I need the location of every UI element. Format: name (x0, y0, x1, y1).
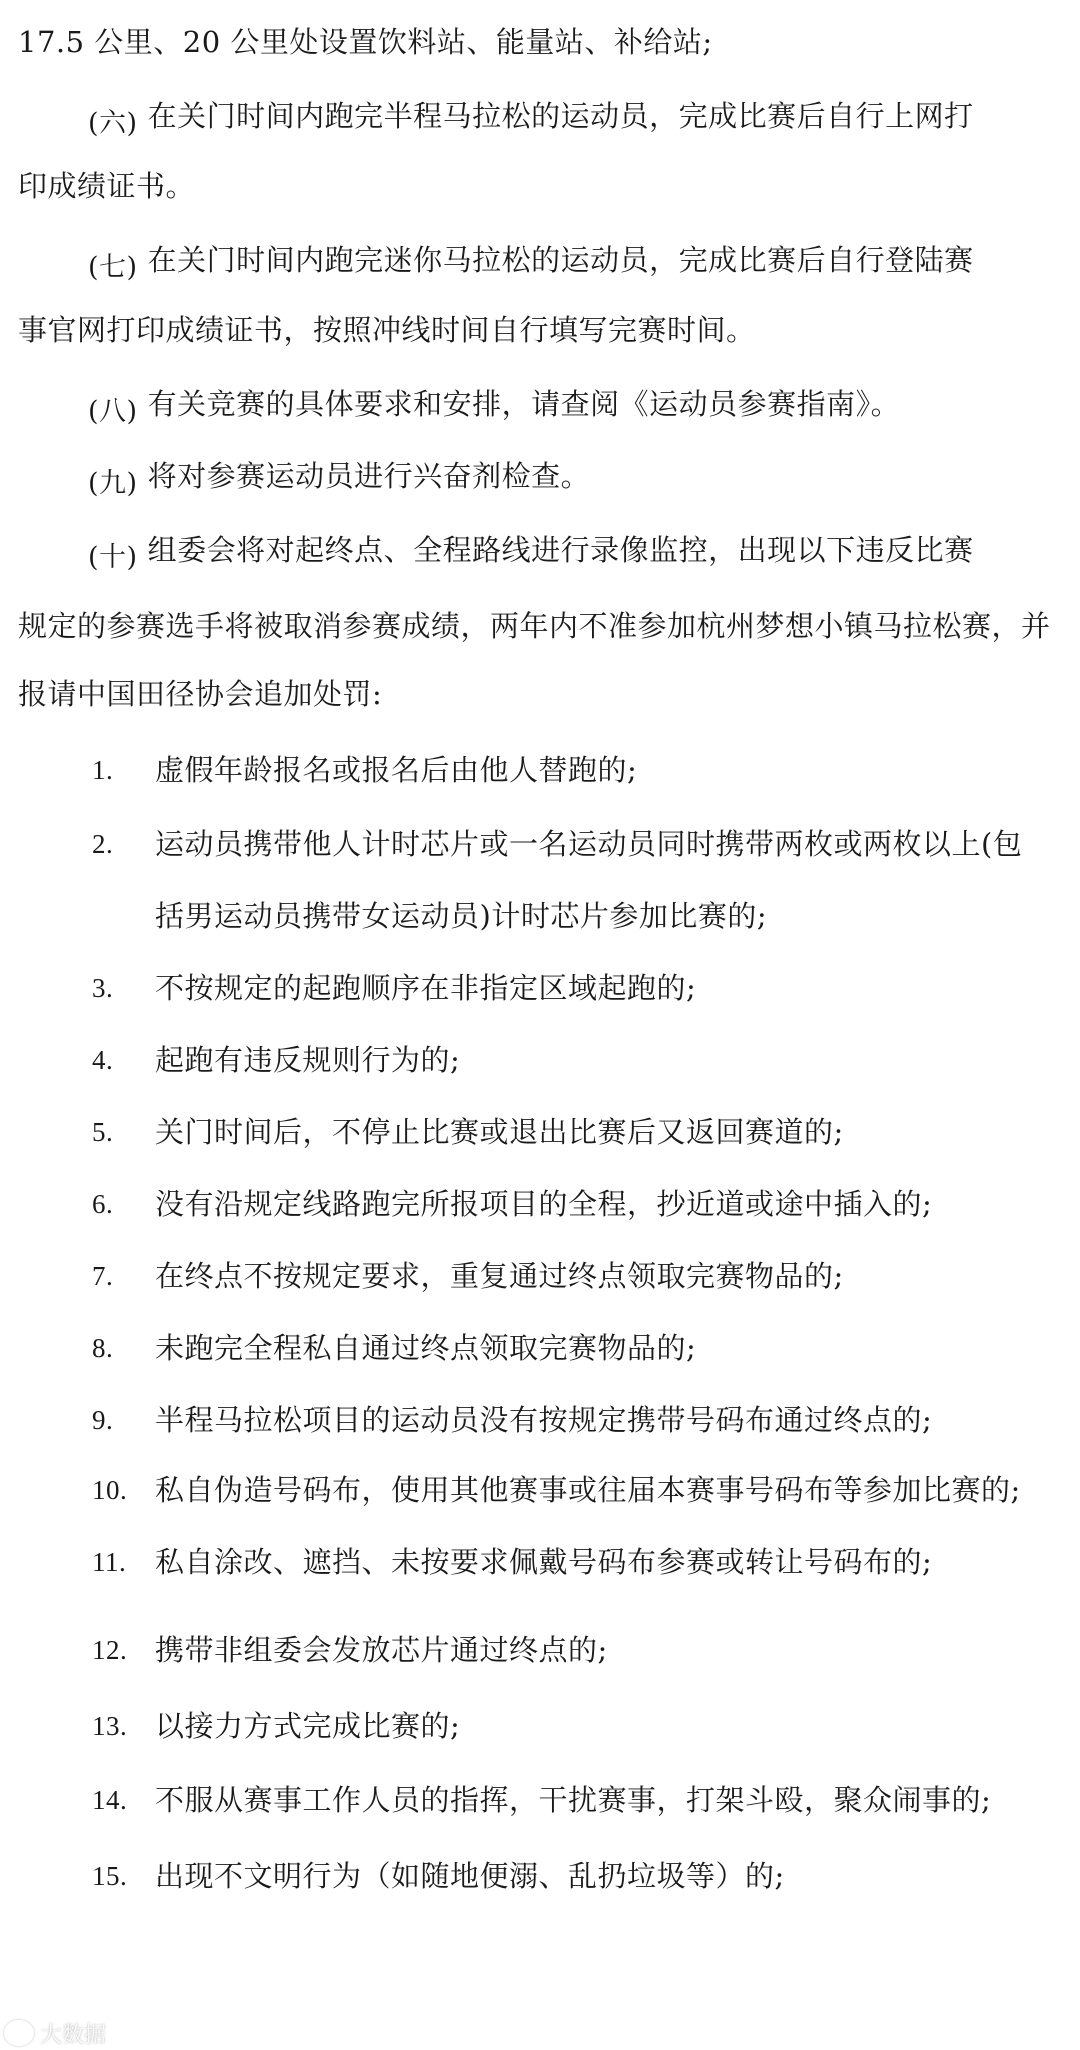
list-item-text: 关门时间后，不停止比赛或退出比赛后又返回赛道的; (155, 1115, 844, 1149)
section-seven-line-2 (18, 310, 1080, 350)
list-item-number: 8. (92, 1333, 114, 1363)
section-nine-text: 将对参赛运动员进行兴奋剂检查。 (147, 459, 591, 493)
watermark-logo-icon (4, 2020, 34, 2046)
section-eight-line (88, 384, 1080, 426)
list-item-text: 以接力方式完成比赛的; (155, 1709, 461, 1743)
section-eight-text: 有关竞赛的具体要求和安排，请查阅《运动员参赛指南》。 (147, 387, 901, 421)
section-seven-text-1: 在关门时间内跑完迷你马拉松的运动员，完成比赛后自行登陆赛 (147, 243, 974, 277)
section-six-line-2 (18, 166, 1080, 206)
section-seven-marker: (七) (88, 252, 138, 283)
list-item-text: 运动员携带他人计时芯片或一名运动员同时携带两枚或两枚以上(包 (155, 827, 1023, 861)
list-item-number: 15. (92, 1861, 128, 1891)
list-item-text: 携带非组委会发放芯片通过终点的; (155, 1633, 608, 1667)
section-nine-line (88, 456, 1080, 498)
section-nine-marker: (九) (88, 468, 138, 499)
section-six-line-1 (88, 96, 1080, 138)
list-item-text: 括男运动员携带女运动员)计时芯片参加比赛的; (155, 899, 768, 933)
list-item-number: 2. (92, 829, 114, 859)
watermark (4, 2016, 106, 2050)
intro-line (18, 22, 1080, 62)
section-eight-marker: (八) (88, 396, 138, 427)
section-ten-marker: (十) (88, 542, 138, 573)
section-ten-line-3 (18, 674, 1080, 714)
list-item-text: 私自伪造号码布，使用其他赛事或往届本赛事号码布等参加比赛的; (155, 1473, 1021, 1507)
section-six-text-2: 印成绩证书。 (18, 169, 196, 203)
section-ten-text-2: 规定的参赛选手将被取消参赛成绩，两年内不准参加杭州梦想小镇马拉松赛，并 (18, 609, 1051, 643)
list-item-text: 虚假年龄报名或报名后由他人替跑的; (155, 753, 638, 787)
section-seven-text-2: 事官网打印成绩证书，按照冲线时间自行填写完赛时间。 (18, 313, 756, 347)
section-ten-text-1: 组委会将对起终点、全程路线进行录像监控，出现以下违反比赛 (147, 533, 974, 567)
list-item-number: 3. (92, 973, 114, 1003)
list-item-text: 不服从赛事工作人员的指挥，干扰赛事，打架斗殴，聚众闹事的; (155, 1783, 992, 1817)
list-item-number: 12. (92, 1635, 128, 1665)
list-item-text: 出现不文明行为（如随地便溺、乱扔垃圾等）的; (155, 1859, 785, 1893)
section-ten-line-2 (18, 606, 1080, 646)
section-ten-line-1 (88, 530, 1080, 572)
list-item-number: 14. (92, 1785, 128, 1815)
section-six-marker: (六) (88, 108, 138, 139)
list-item-text: 不按规定的起跑顺序在非指定区域起跑的; (155, 971, 697, 1005)
list-item-number: 4. (92, 1045, 114, 1075)
list-item-number: 10. (92, 1475, 128, 1505)
section-ten-text-3: 报请中国田径协会追加处罚: (18, 677, 383, 711)
list-item-number: 9. (92, 1405, 114, 1435)
section-seven-line-1 (88, 240, 1080, 282)
list-item-number: 13. (92, 1711, 128, 1741)
list-item-number: 11. (92, 1547, 127, 1577)
section-six-text-1: 在关门时间内跑完半程马拉松的运动员，完成比赛后自行上网打 (147, 99, 974, 133)
list-item-text: 起跑有违反规则行为的; (155, 1043, 461, 1077)
list-item-text: 没有沿规定线路跑完所报项目的全程，抄近道或途中插入的; (155, 1187, 933, 1221)
list-item-number: 7. (92, 1261, 114, 1291)
list-item-text: 未跑完全程私自通过终点领取完赛物品的; (155, 1331, 697, 1365)
list-item-text: 私自涂改、遮挡、未按要求佩戴号码布参赛或转让号码布的; (155, 1545, 933, 1579)
list-item-number: 5. (92, 1117, 114, 1147)
list-item-number: 1. (92, 755, 114, 785)
watermark-text: 大数据 (40, 2022, 107, 2048)
intro-text: 17.5 公里、20 公里处设置饮料站、能量站、补给站; (18, 25, 713, 59)
list-item-text: 半程马拉松项目的运动员没有按规定携带号码布通过终点的; (155, 1403, 933, 1437)
list-item-text: 在终点不按规定要求，重复通过终点领取完赛物品的; (155, 1259, 844, 1293)
list-item-number: 6. (92, 1189, 114, 1219)
